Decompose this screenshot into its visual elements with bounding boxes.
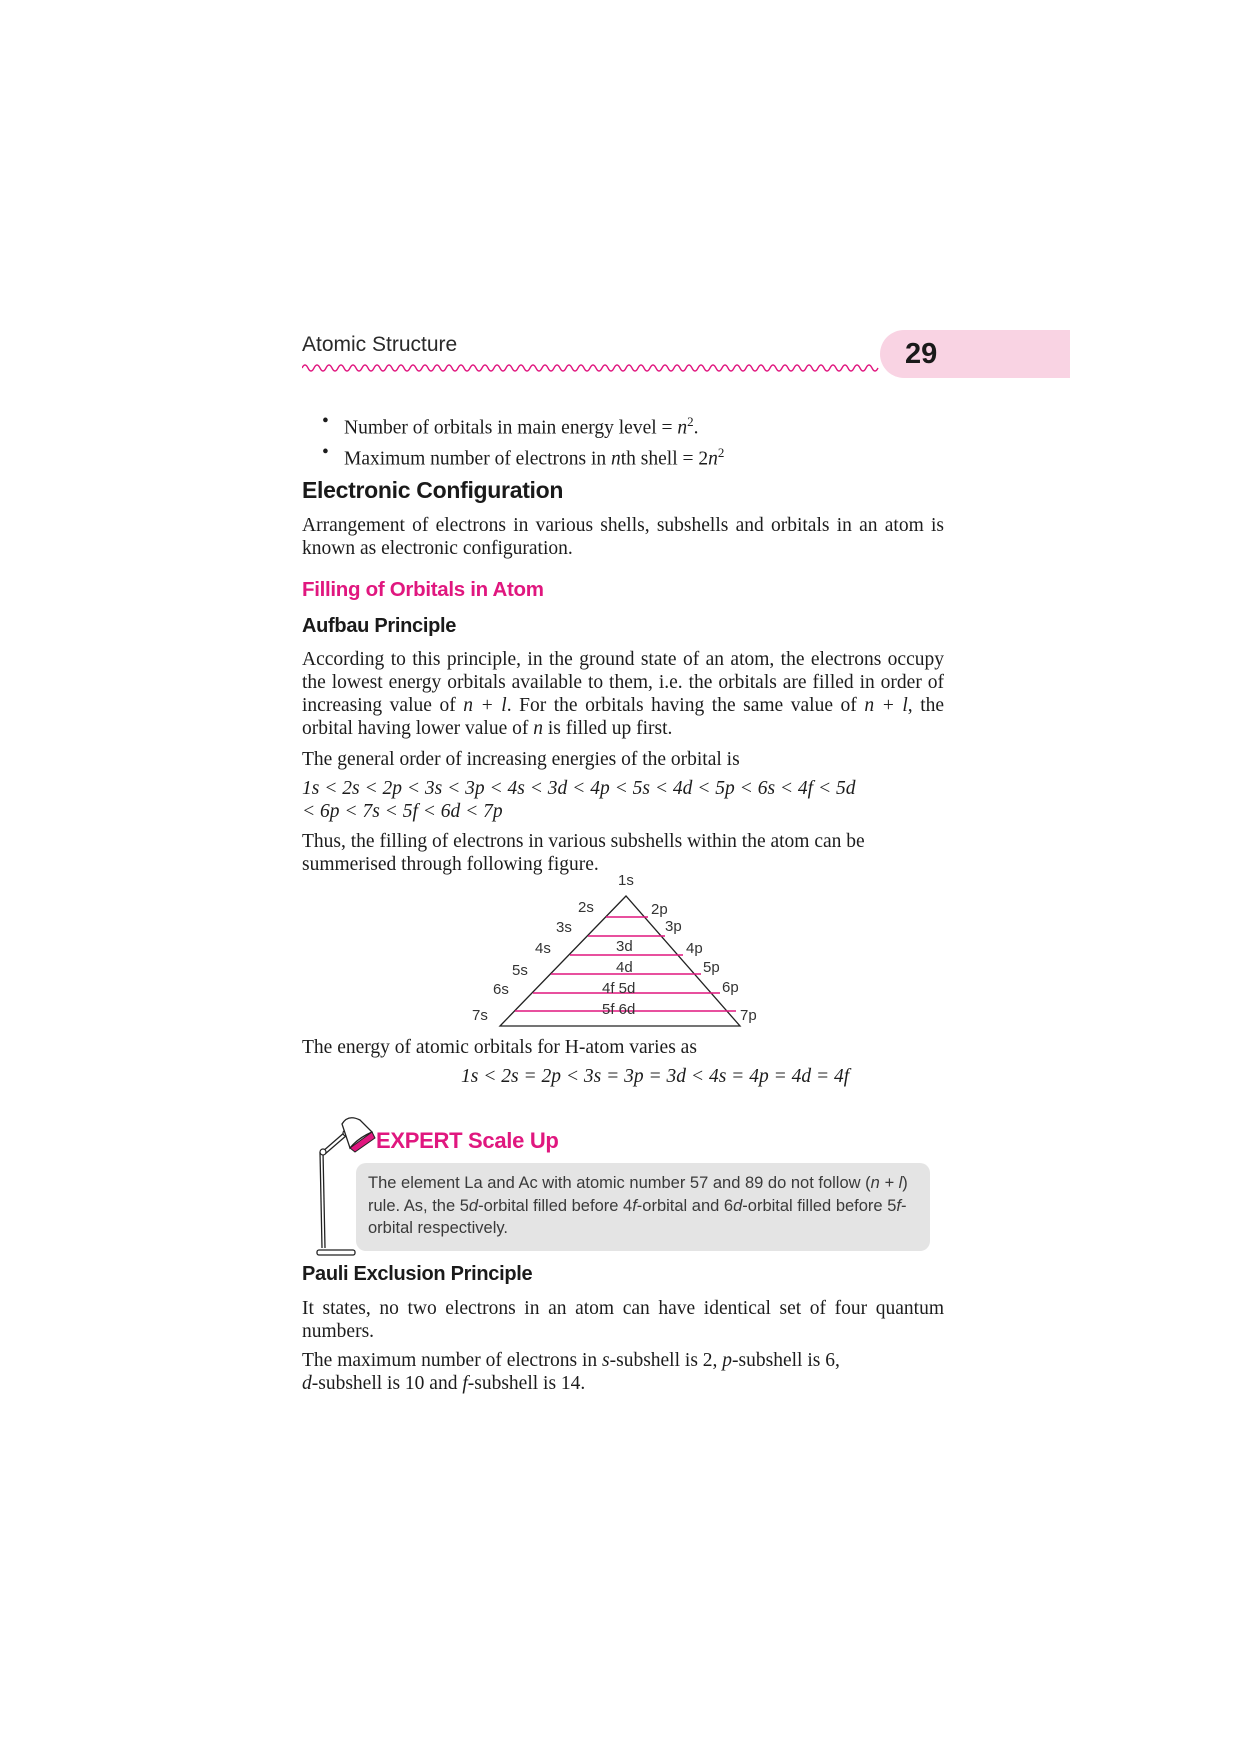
pauli-paragraph: It states, no two electrons in an atom can have identical set of four quantum numbers. <box>302 1298 944 1342</box>
right-label: 4p <box>686 940 703 957</box>
h-atom-intro: The energy of atomic orbitals for H-atom varies as <box>302 1037 697 1058</box>
expert-box-title: EXPERT Scale Up <box>376 1128 559 1153</box>
right-label: 6p <box>722 979 739 996</box>
right-label: 7p <box>740 1007 757 1024</box>
left-label: 4s <box>535 940 551 957</box>
left-label: 7s <box>472 1007 488 1024</box>
center-label: 4f 5d <box>602 980 636 997</box>
center-label: 4d <box>616 959 633 976</box>
right-label: 2p <box>651 901 668 918</box>
bullet-list <box>302 410 942 471</box>
energy-order-line-1: 1s < 2s < 2p < 3s < 3p < 4s < 3d < 4p < 5s < 4d < 5p < 6s < 4f < 5d <box>302 778 856 799</box>
center-label: 3d <box>616 938 633 955</box>
header-wave-divider <box>302 362 882 374</box>
aufbau-heading: Aufbau Principle <box>302 615 457 637</box>
center-label: 5f 6d <box>602 1001 636 1018</box>
apex-label: 1s <box>618 872 634 889</box>
left-label: 2s <box>578 899 594 916</box>
left-label: 6s <box>493 981 509 998</box>
figure-intro: Thus, the filling of electrons in various subshells within the atom can be summerised through following figure. <box>302 831 865 875</box>
subshell-capacity-paragraph: The maximum number of electrons in s-subshell is 2, p-subshell is 6, d-subshell is 10 and f-subshell is 14. <box>302 1350 840 1394</box>
aufbau-triangle-figure <box>460 870 780 1045</box>
definition-paragraph: Arrangement of electrons in various shells, subshells and orbitals in an atom is known as electronic configuration. <box>302 515 944 559</box>
pauli-heading: Pauli Exclusion Principle <box>302 1263 533 1285</box>
chapter-title: Atomic Structure <box>302 333 458 356</box>
h-atom-order: 1s < 2s = 2p < 3s = 3p = 3d < 4s = 4p = 4d = 4f <box>461 1066 850 1087</box>
right-label: 5p <box>703 959 720 976</box>
list-item: • Number of orbitals in main energy level = $n^2$. <box>302 410 942 441</box>
page-number: 29 <box>905 338 938 370</box>
expert-note-text: The element La and Ac with atomic number 57 and 89 do not follow (n + l) rule. As, the 5d-orbital filled before 4f-orbital and 6d-orbital filled before 5f-orbital respectively. <box>368 1174 908 1237</box>
energy-order-line-2: < 6p < 7s < 5f < 6d < 7p <box>302 801 503 822</box>
aufbau-paragraph: According to this principle, in the ground state of an atom, the electrons occupy the lowest energy orbitals available to them, i.e. the orbitals are filled in order of increasing value of n + l. For the orbitals having the same value of n + l, the orbital having lower value of n is filled up first. <box>302 649 945 739</box>
section-heading: Electronic Configuration <box>302 477 564 503</box>
list-item: • Maximum number of electrons in nth shell = $2n^2$ <box>302 441 942 472</box>
subsection-heading: Filling of Orbitals in Atom <box>302 578 544 601</box>
left-label: 5s <box>512 962 528 979</box>
left-label: 3s <box>556 919 572 936</box>
order-intro: The general order of increasing energies of the orbital is <box>302 749 740 770</box>
right-label: 3p <box>665 918 682 935</box>
